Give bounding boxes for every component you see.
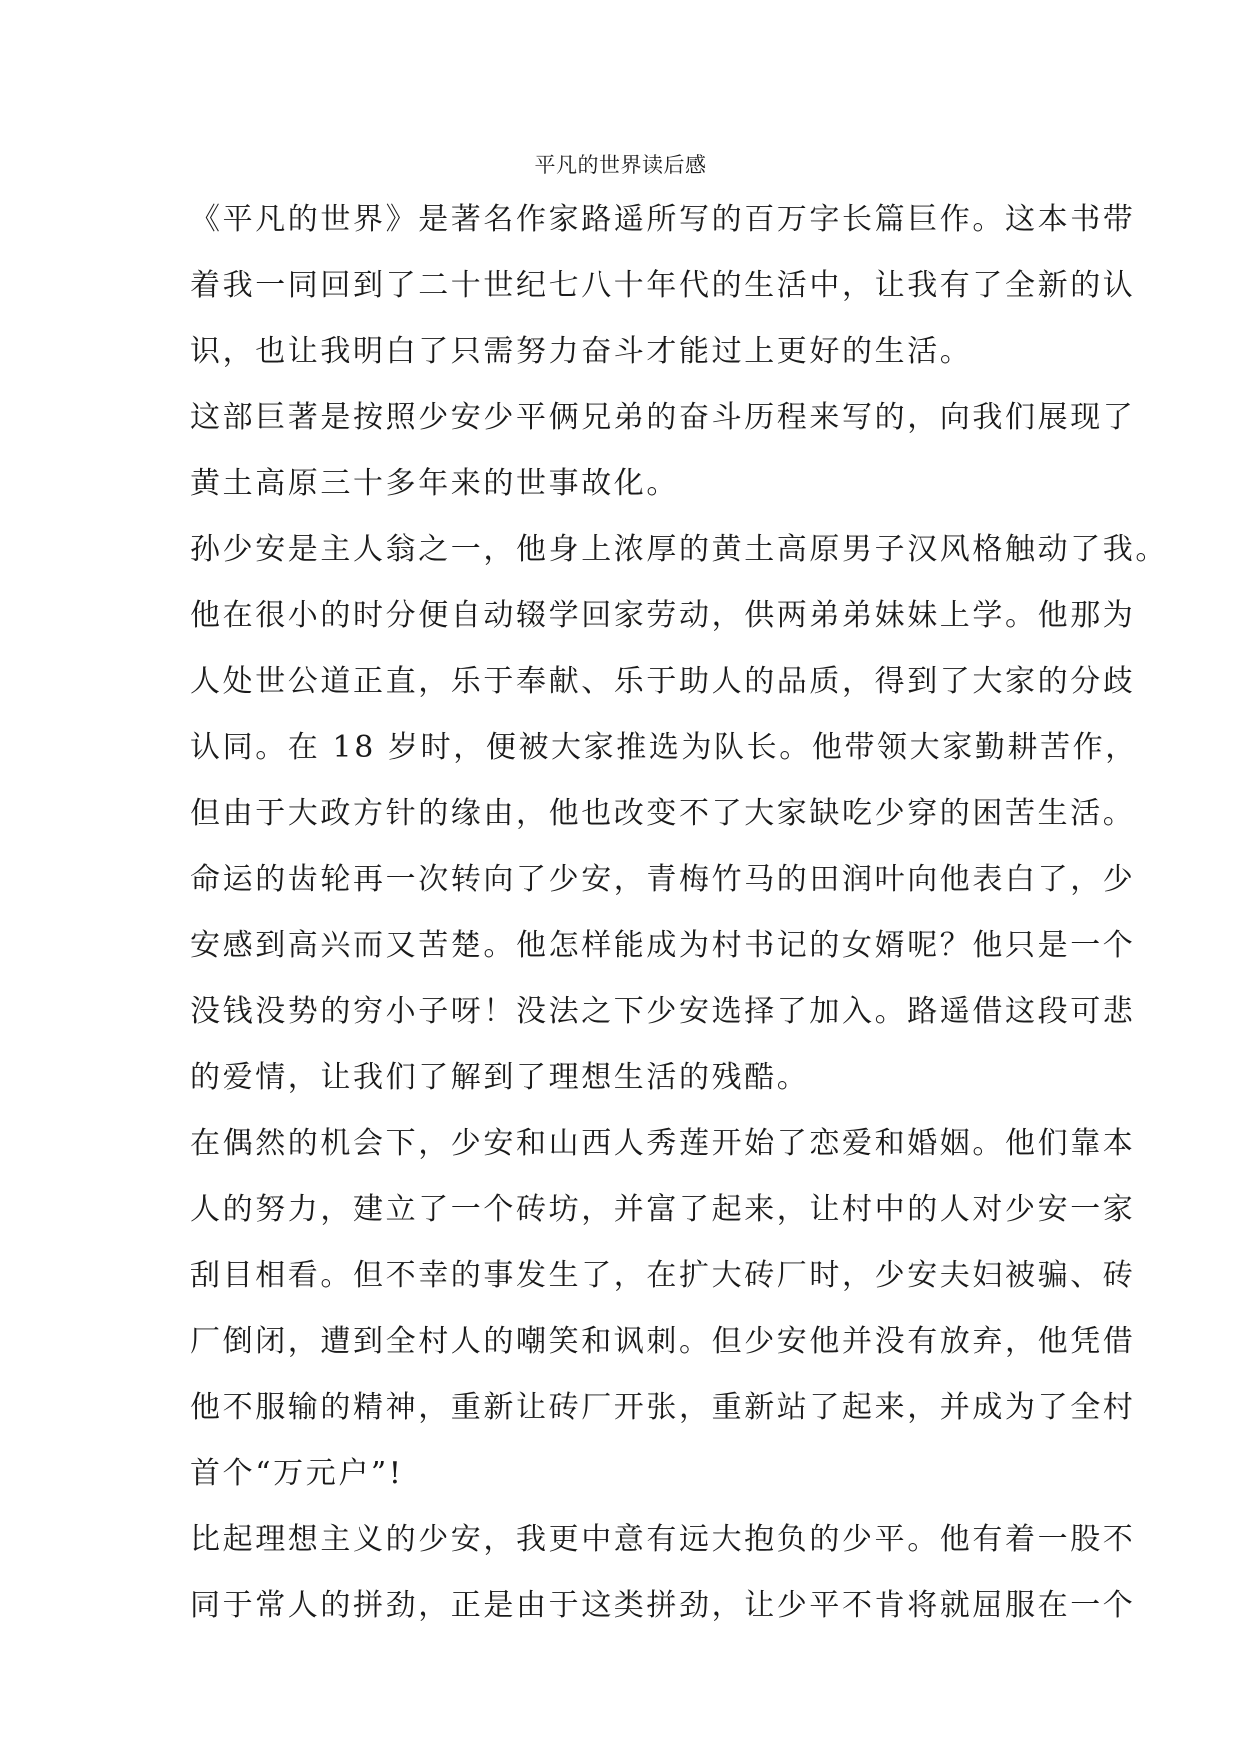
text-line: 人处世公道正直，乐于奉献、乐于助人的品质，得到了大家的分歧 [190,664,1136,699]
text-line: 但由于大政方针的缘由，他也改变不了大家缺吃少穿的困苦生活。 [190,796,1136,831]
text-line: 识，也让我明白了只需努力奋斗才能过上更好的生活。 [190,334,973,369]
text-line: 他在很小的时分便自动辍学回家劳动，供两弟弟妹妹上学。他那为 [190,598,1136,633]
document-body [190,187,1168,1639]
text-line: 认同。在 18 岁时，便被大家推选为队长。他带领大家勤耕苦作， [190,730,1138,765]
text-line: 命运的齿轮再一次转向了少安，青梅竹马的田润叶向他表白了，少 [190,862,1136,897]
text-line: 这部巨著是按照少安少平俩兄弟的奋斗历程来写的，向我们展现了 [190,400,1136,435]
text-line: 黄土高原三十多年来的世事故化。 [190,466,679,501]
text-line: 孙少安是主人翁之一，他身上浓厚的黄土高原男子汉风格触动了我。 [190,532,1168,567]
text-line: 首个“万元户”! [190,1456,404,1491]
text-line: 厂倒闭，遭到全村人的嘲笑和讽刺。但少安他并没有放弃，他凭借 [190,1324,1136,1359]
text-line: 人的努力，建立了一个砖坊，并富了起来，让村中的人对少安一家 [190,1192,1136,1227]
text-line: 没钱没势的穷小子呀！没法之下少安选择了加入。路遥借这段可悲 [190,994,1136,1029]
text-line: 着我一同回到了二十世纪七八十年代的生活中，让我有了全新的认 [190,268,1136,303]
text-line: 的爱情，让我们了解到了理想生活的残酷。 [190,1060,810,1095]
text-line: 同于常人的拼劲，正是由于这类拼劲，让少平不肯将就屈服在一个 [190,1588,1136,1623]
text-line: 刮目相看。但不幸的事发生了，在扩大砖厂时，少安夫妇被骗、砖 [190,1258,1136,1293]
text-line: 在偶然的机会下，少安和山西人秀莲开始了恋爱和婚姻。他们靠本 [190,1126,1136,1161]
text-line: 《平凡的世界》是著名作家路遥所写的百万字长篇巨作。这本书带 [190,202,1136,237]
text-line: 安感到高兴而又苦楚。他怎样能成为村书记的女婿呢？他只是一个 [190,928,1136,963]
text-line: 比起理想主义的少安，我更中意有远大抱负的少平。他有着一股不 [190,1522,1136,1557]
text-line: 他不服输的精神，重新让砖厂开张，重新站了起来，并成为了全村 [190,1390,1136,1425]
document-title: 平凡的世界读后感 [534,153,707,177]
